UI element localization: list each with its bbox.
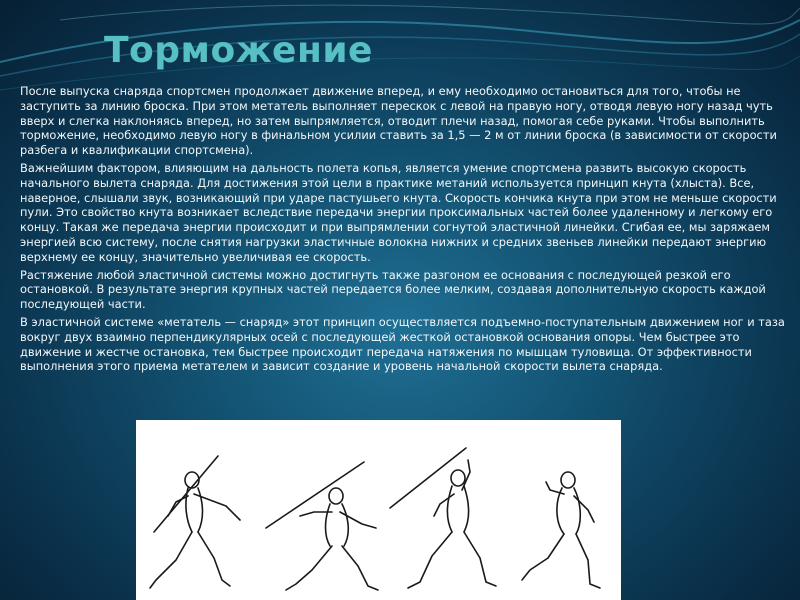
slide-body (20, 84, 786, 377)
slide-title: Торможение (104, 30, 373, 71)
athlete-figure-3 (390, 448, 496, 588)
paragraph-elastic-system: Растяжение любой эластичной системы можно достигнуть также разгоном ее основания с последующей резкой его остановкой. В результате энергия крупных частей передается более мелким, создавая дополнительную скорость каждой последующей части. (20, 267, 766, 312)
athlete-figure-1 (150, 456, 240, 588)
athlete-figure-4 (522, 472, 600, 588)
javelin-throw-drawing (136, 420, 621, 600)
paragraph-thrower-projectile: В эластичной системе «метатель — снаряд» этот принцип осуществляется подъемно-поступательным движением ног и таза вокруг двух взаимно перпендикулярных осей с последующей жесткой остановкой основания опоры. Чем быстрее это движение и жестче остановка, тем быстрее происходит передача натяжения по мышцам туловища. От эффективности выполнения этого приема метателем и зависит создание и уровень начальной скорости вылета снаряда. (20, 314, 785, 374)
athlete-figure-2 (266, 462, 378, 590)
javelin-throw-illustration (136, 420, 621, 600)
paragraph-whip-principle: Важнейшим фактором, влияющим на дальность полета копья, является умение спортсмена развить высокую скорость начального вылета снаряда. Для достижения этой цели в практике метаний используется принцип кнута (хлыста). Все, наверное, слышали звук, возникающий при ударе пастушьего кнута. Скорость кончика кнута при этом не меньше скорости пули. Это свойство кнута возникает вследствие передачи энергии проксимальных частей более удаленному и легкому его концу. Такая же передача энергии происходит и при выпрямлении согнутой эластичной линейки. Сгибая ее, мы заряжаем энергией всю систему, после снятия нагрузки эластичные волокна нижних и средних звеньев линейки передают энергию верхнему ее концу, значительно увеличивая ее скорость. (20, 160, 777, 264)
paragraph-braking: После выпуска снаряда спортсмен продолжает движение вперед, и ему необходимо остановиться для того, чтобы не заступить за линию броска. При этом метатель выполняет перескок с левой на правую ногу, отводя левую ногу назад чуть вверх и слегка наклоняясь вперед, но затем выпрямляется, отводит плечи назад, помогая себе руками. Чтобы выполнить торможение, необходимо левую ногу в финальном усилии ставить за 1,5 — 2 м от линии броска (в зависимости от скорости разбега и квалификации спортсмена). (20, 84, 777, 158)
